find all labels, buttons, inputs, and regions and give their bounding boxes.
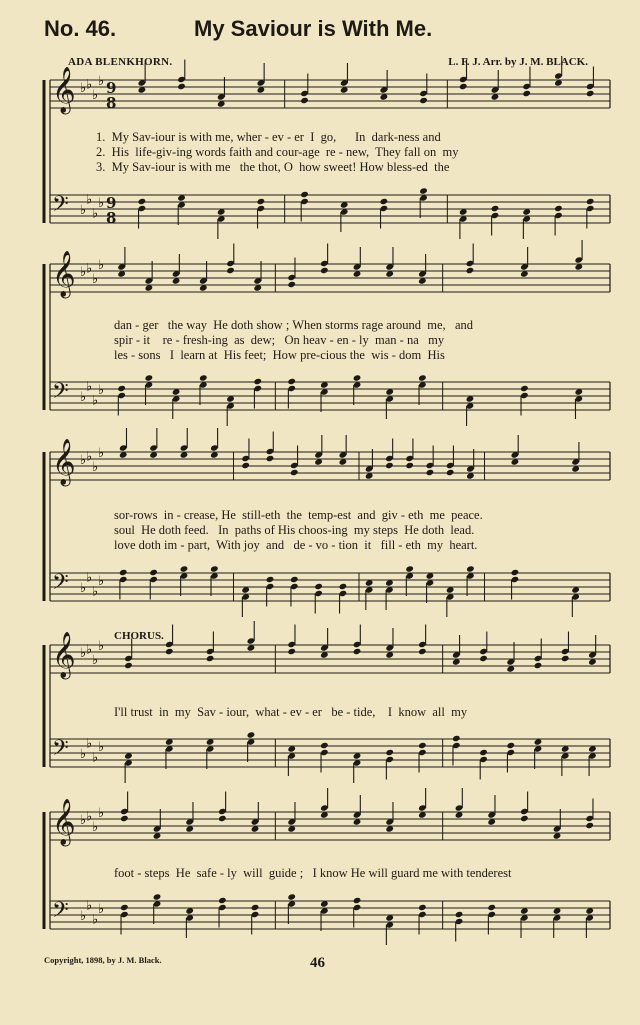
hymn-number: No. 46. [44, 16, 117, 41]
note-head [287, 378, 296, 385]
note-head [266, 576, 275, 583]
flat-sign: ♭ [80, 581, 87, 596]
flat-sign: ♭ [98, 806, 105, 821]
lyric-line: 3. My Sav-iour is with me the thot, O how sweet! How bless-ed the [96, 160, 450, 174]
note-head [586, 198, 595, 205]
note-head [418, 742, 427, 749]
flat-sign: ♭ [80, 747, 87, 762]
note-head [210, 565, 219, 572]
note-head [479, 655, 488, 662]
flat-sign: ♭ [80, 646, 87, 661]
lyric-line: I'll trust in my Sav - iour, what - ev - er be - tide, I know all my [114, 705, 468, 719]
treble-clef: 𝄞 [52, 439, 76, 485]
note-head [353, 648, 362, 655]
note-head [466, 565, 475, 572]
bass-clef: 𝄢 [52, 192, 69, 222]
bass-clef: 𝄢 [52, 570, 69, 600]
chorus-label: CHORUS. [114, 630, 164, 642]
flat-sign: ♭ [92, 750, 99, 766]
note-head [405, 565, 414, 572]
note-head [405, 462, 414, 469]
note-head [287, 281, 296, 288]
flat-sign: ♭ [80, 265, 87, 280]
note-head [180, 565, 189, 572]
flat-sign: ♭ [92, 88, 99, 103]
note-head [380, 198, 389, 205]
treble-staff [50, 642, 610, 673]
lyric-line: foot - steps He safe - ly will guide ; I know He will guard me with tenderest [114, 866, 512, 880]
note-head [455, 911, 464, 918]
note-head [446, 469, 455, 476]
bass-clef: 𝄢 [52, 898, 69, 928]
note-head [320, 742, 329, 749]
note-head [554, 205, 563, 212]
note-head [165, 648, 174, 655]
note-head [199, 374, 208, 381]
note-head [561, 655, 570, 662]
note-head [226, 267, 235, 274]
flat-sign: ♭ [98, 383, 105, 398]
note-head [177, 83, 186, 90]
bass-staff [50, 570, 610, 601]
note-head [138, 198, 147, 205]
note-head [353, 374, 362, 381]
flat-sign: ♭ [92, 272, 99, 287]
note-head [522, 90, 531, 97]
flat-sign: ♭ [86, 449, 93, 465]
note-head [511, 569, 520, 576]
author-credit: ADA BLENKHORN. [68, 56, 173, 68]
flat-sign: ♭ [92, 584, 99, 600]
note-head [487, 904, 496, 911]
note-head [506, 742, 515, 749]
lyric-line: love doth im - part, With joy and de - vo - tion it fill - eth my heart. [114, 538, 478, 552]
flat-sign: ♭ [98, 446, 105, 461]
note-head [459, 83, 468, 90]
flat-sign: ♭ [86, 809, 93, 825]
flat-sign: ♭ [92, 460, 99, 475]
note-head [419, 97, 428, 104]
hymn-title: My Saviour is With Me. [194, 16, 433, 41]
lyric-line: soul He doth feed. In paths of His choos-ing my steps He doth lead. [114, 523, 475, 537]
flat-sign: ♭ [98, 639, 105, 654]
note-head [120, 815, 129, 822]
flat-sign: ♭ [86, 570, 93, 586]
time-signature: 8 [106, 94, 117, 112]
treble-staff [50, 449, 610, 480]
lyric-line: les - sons I learn at His feet; How pre-cious the wis - dom His [114, 348, 445, 362]
treble-clef: 𝄞 [52, 251, 76, 297]
note-head [218, 897, 227, 904]
flat-sign: ♭ [86, 898, 93, 914]
note-head [300, 191, 309, 198]
note-head [418, 904, 427, 911]
note-head [586, 90, 595, 97]
note-head [149, 569, 158, 576]
lyric-line: dan - ger the way He doth show ; When storms rage around me, and [114, 318, 474, 332]
bass-clef: 𝄢 [52, 736, 69, 766]
note-head [534, 662, 543, 669]
flat-sign: ♭ [80, 813, 87, 828]
flat-sign: ♭ [80, 81, 87, 96]
note-head [520, 815, 529, 822]
note-head [418, 374, 427, 381]
note-head [145, 374, 154, 381]
lyric-line: 1. My Sav-iour is with me, wher - ev - er I go, In dark-ness and [96, 130, 441, 144]
note-head [353, 897, 362, 904]
flat-sign: ♭ [80, 203, 87, 218]
note-head [520, 385, 529, 392]
flat-sign: ♭ [80, 390, 87, 405]
note-head [426, 469, 435, 476]
note-head [290, 469, 299, 476]
time-signature: 9 [106, 79, 117, 97]
note-head [300, 97, 309, 104]
flat-sign: ♭ [86, 736, 93, 752]
bass-clef: 𝄢 [52, 379, 69, 409]
lyric-line: sor-rows in - crease, He still-eth the temp-est and giv - eth me peace. [114, 508, 483, 522]
lyric-line: 2. His life-giv-ing words faith and cour-age re - new, They fall on my [96, 145, 459, 159]
note-head [266, 455, 275, 462]
note-head [466, 267, 475, 274]
note-head [290, 576, 299, 583]
note-head [585, 822, 594, 829]
note-head [419, 187, 428, 194]
lyric-line: spir - it re - fresh-ing as dew; On heav - en - ly man - na my [114, 333, 445, 347]
note-head [218, 815, 227, 822]
note-head [314, 583, 323, 590]
flat-sign: ♭ [92, 912, 99, 928]
flat-sign: ♭ [86, 379, 93, 395]
treble-clef: 𝄞 [52, 799, 76, 845]
time-signature: 8 [106, 209, 117, 227]
note-head [452, 735, 461, 742]
flat-sign: ♭ [98, 258, 105, 273]
time-signature: 9 [106, 194, 117, 212]
flat-sign: ♭ [92, 206, 99, 222]
note-head [385, 749, 394, 756]
note-head [320, 267, 329, 274]
composer-credit: L. F. J. Arr. by J. M. BLACK. [448, 56, 588, 68]
flat-sign: ♭ [86, 192, 93, 208]
bass-staff [50, 898, 610, 929]
note-head [479, 749, 488, 756]
bass-staff [50, 736, 610, 767]
flat-sign: ♭ [98, 574, 105, 589]
note-head [117, 385, 126, 392]
flat-sign: ♭ [80, 909, 87, 924]
note-head [124, 662, 133, 669]
note-head [251, 904, 260, 911]
treble-clef: 𝄞 [52, 67, 76, 113]
treble-clef: 𝄞 [52, 632, 76, 678]
flat-sign: ♭ [86, 642, 93, 658]
note-head [153, 893, 162, 900]
flat-sign: ♭ [98, 902, 105, 917]
page-number: 46 [310, 955, 325, 971]
note-head [206, 655, 215, 662]
flat-sign: ♭ [86, 261, 93, 277]
note-head [257, 198, 266, 205]
flat-sign: ♭ [92, 820, 99, 835]
note-head [247, 731, 256, 738]
flat-sign: ♭ [98, 196, 105, 211]
note-head [287, 893, 296, 900]
note-head [120, 904, 129, 911]
note-head [119, 569, 128, 576]
note-head [339, 583, 348, 590]
flat-sign: ♭ [98, 74, 105, 89]
note-head [385, 462, 394, 469]
note-head [491, 205, 500, 212]
copyright-notice: Copyright, 1898, by J. M. Black. [44, 955, 162, 965]
flat-sign: ♭ [86, 77, 93, 93]
flat-sign: ♭ [80, 453, 87, 468]
flat-sign: ♭ [92, 653, 99, 668]
note-head [241, 462, 250, 469]
note-head [287, 648, 296, 655]
flat-sign: ♭ [98, 740, 105, 755]
flat-sign: ♭ [92, 393, 99, 409]
note-head [253, 378, 262, 385]
note-head [418, 648, 427, 655]
